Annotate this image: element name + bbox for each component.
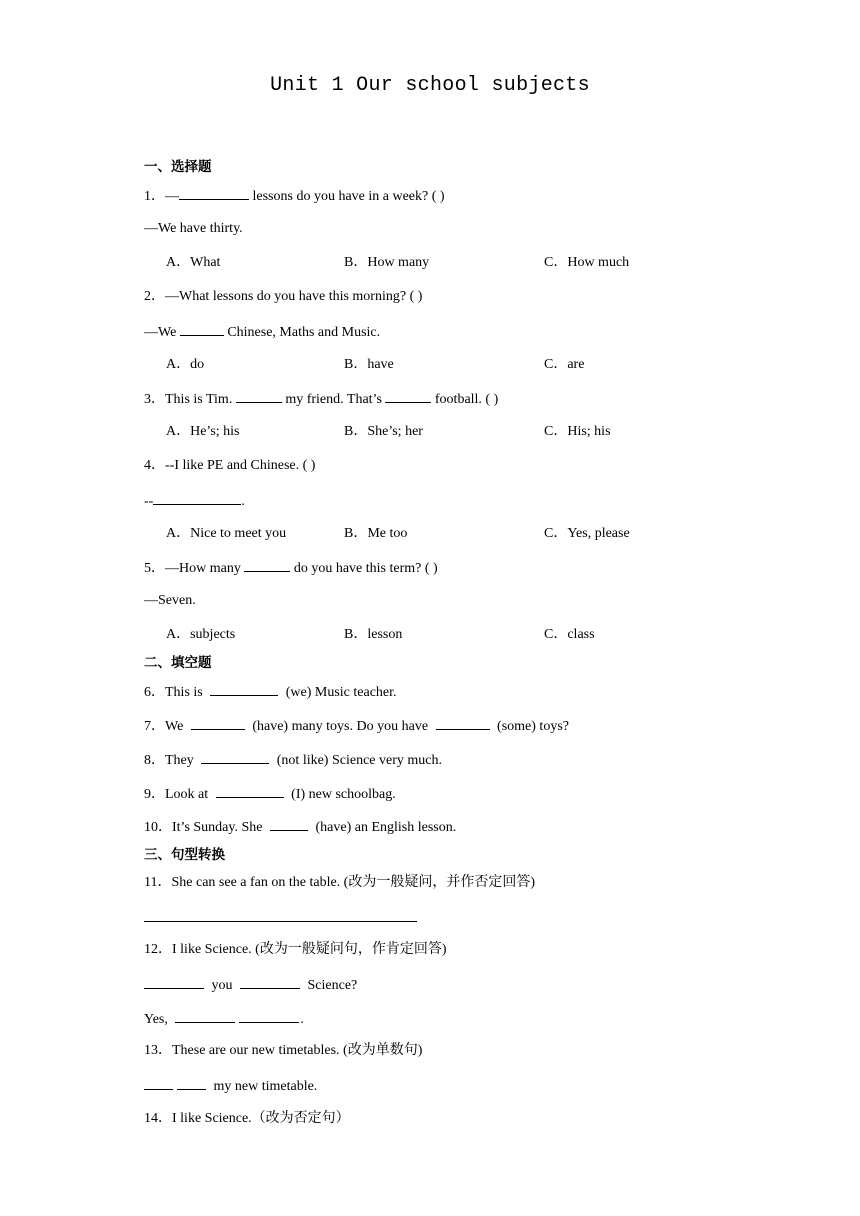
question-3-option-a: A．He’s; his	[166, 424, 240, 439]
blank	[270, 817, 308, 831]
blank	[240, 975, 300, 989]
question-12-text-a: you	[208, 978, 236, 993]
section-heading-fill: 二、填空题	[144, 655, 212, 671]
question-1-dialogue: —We have thirty.	[144, 221, 243, 236]
question-3-text-c: football. ( )	[431, 392, 499, 407]
blank	[144, 975, 204, 989]
question-12-answer-2	[144, 1009, 304, 1029]
question-12-text-d: .	[300, 1012, 304, 1027]
blank	[236, 389, 282, 403]
question-1-option-b: B．How many	[344, 255, 430, 270]
question-5-dialogue: —Seven.	[144, 593, 196, 608]
question-12-text-b: Science?	[304, 978, 358, 993]
question-3-text-a: 3．This is Tim.	[144, 392, 236, 407]
question-3-option-b: B．She’s; her	[344, 424, 423, 439]
question-8	[144, 750, 442, 770]
question-3-text-b: my friend. That’s	[281, 392, 386, 407]
question-6-text-a: 6．This is	[144, 685, 207, 700]
question-10	[144, 817, 456, 837]
question-5	[144, 558, 438, 578]
section-heading-transform: 三、句型转换	[144, 847, 225, 863]
question-4-option-b: B．Me too	[344, 526, 408, 541]
question-13-answer	[144, 1076, 317, 1096]
question-6	[144, 682, 397, 702]
question-13-text: my new timetable.	[210, 1079, 318, 1094]
question-4-text-b: .	[241, 494, 245, 509]
question-8-text-a: 8．They	[144, 753, 198, 768]
question-9	[144, 784, 396, 804]
question-4: 4．--I like PE and Chinese. ( )	[144, 458, 316, 473]
question-1	[144, 186, 445, 206]
question-2-option-b: B．have	[344, 357, 394, 372]
question-1-option-c: C．How much	[544, 255, 630, 270]
question-12-answer-1	[144, 975, 357, 995]
blank	[144, 1076, 173, 1090]
question-7-text-b: (have) many toys. Do you have	[248, 719, 432, 734]
question-2-option-a: A．do	[166, 357, 205, 372]
blank	[244, 558, 290, 572]
question-12-text-c: Yes,	[144, 1012, 172, 1027]
blank	[179, 186, 249, 200]
question-2-text-a: —We	[144, 325, 180, 340]
question-1-text-a: 1．—	[144, 189, 179, 204]
question-7	[144, 716, 569, 736]
question-5-option-a: A．subjects	[166, 627, 236, 642]
blank	[239, 1009, 299, 1023]
question-14: 14．I like Science.（改为否定句）	[144, 1111, 350, 1126]
question-7-text-a: 7．We	[144, 719, 187, 734]
question-13: 13．These are our new timetables. (改为单数句)	[144, 1043, 423, 1058]
question-5-option-c: C．class	[544, 627, 595, 642]
question-2-option-c: C．are	[544, 357, 585, 372]
question-8-text-b: (not like) Science very much.	[273, 753, 442, 768]
blank	[216, 784, 284, 798]
question-7-text-c: (some) toys?	[493, 719, 569, 734]
question-9-text-b: (I) new schoolbag.	[287, 787, 396, 802]
question-10-text-a: 10．It’s Sunday. She	[144, 820, 266, 835]
question-4-option-c: C．Yes, please	[544, 526, 630, 541]
question-6-text-b: (we) Music teacher.	[282, 685, 397, 700]
blank	[436, 716, 490, 730]
blank	[385, 389, 431, 403]
question-12: 12．I like Science. (改为一般疑问句，作肯定回答)	[144, 942, 447, 957]
question-4-dialogue	[144, 491, 245, 511]
page-title: Unit 1 Our school subjects	[270, 74, 590, 97]
answer-line	[144, 921, 417, 922]
blank	[201, 750, 269, 764]
question-5-option-b: B．lesson	[344, 627, 403, 642]
blank	[180, 322, 224, 336]
question-4-option-a: A．Nice to meet you	[166, 526, 287, 541]
question-5-text-a: 5．—How many	[144, 561, 245, 576]
question-3	[144, 389, 498, 409]
question-5-text-b: do you have this term? ( )	[290, 561, 438, 576]
question-4-text-a: --	[144, 494, 154, 509]
blank	[153, 491, 241, 505]
question-1-option-a: A．What	[166, 255, 221, 270]
blank	[210, 682, 278, 696]
question-2-text-b: Chinese, Maths and Music.	[223, 325, 381, 340]
question-10-text-b: (have) an English lesson.	[311, 820, 457, 835]
blank	[191, 716, 245, 730]
question-2: 2．—What lessons do you have this morning? ( )	[144, 289, 423, 304]
question-2-dialogue	[144, 322, 380, 342]
question-1-text-b: lessons do you have in a week? ( )	[249, 189, 445, 204]
question-9-text-a: 9．Look at	[144, 787, 212, 802]
blank	[175, 1009, 235, 1023]
section-heading-choice: 一、选择题	[144, 159, 212, 175]
blank	[177, 1076, 206, 1090]
question-11: 11．She can see a fan on the table. (改为一般疑问，并作否定回答)	[144, 875, 536, 890]
question-3-option-c: C．His; his	[544, 424, 611, 439]
